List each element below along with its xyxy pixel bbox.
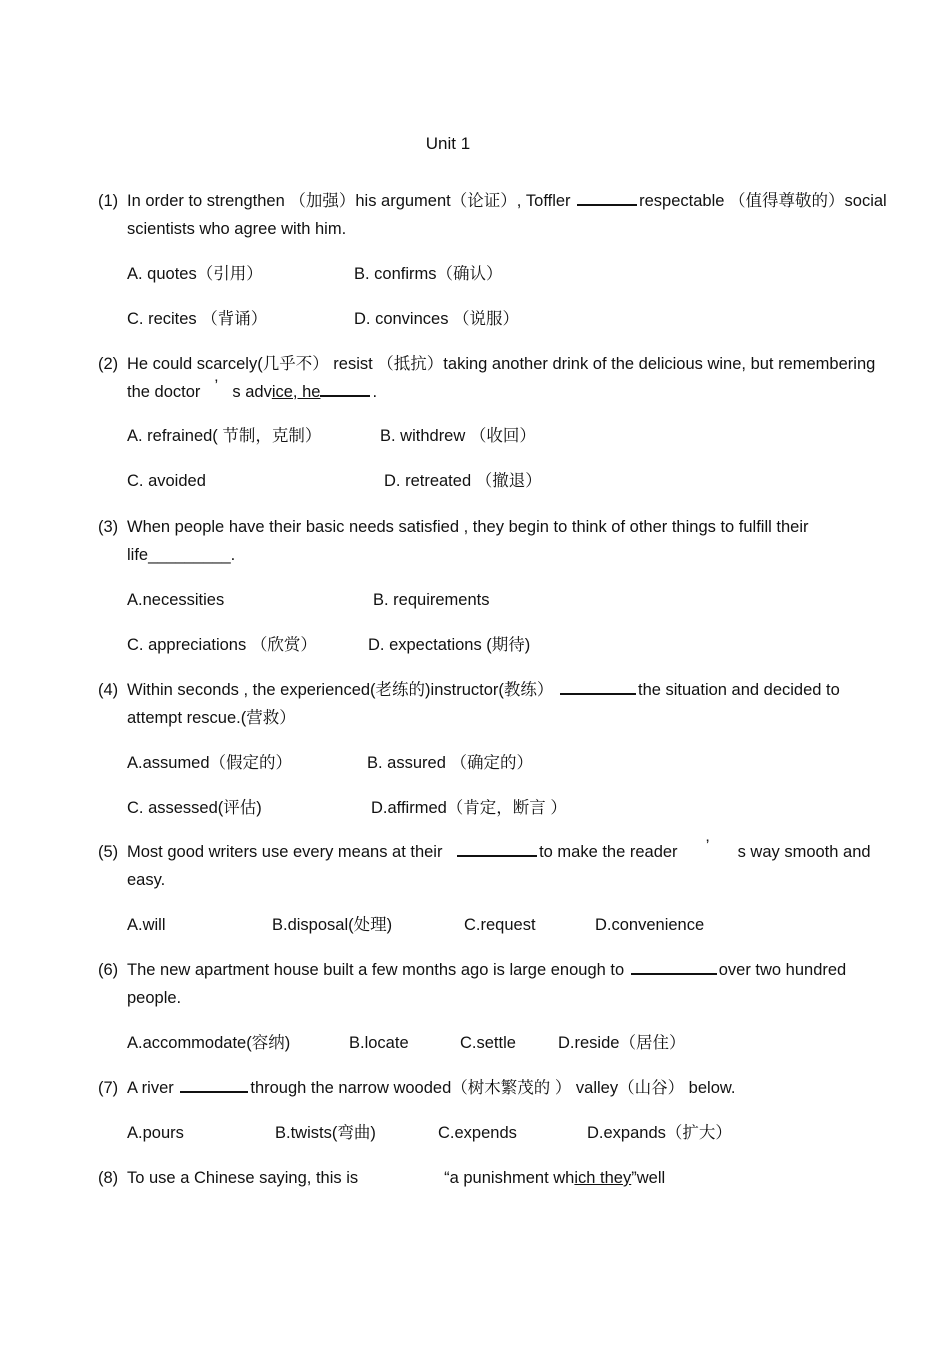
option-b: B. confirms（确认） [354,265,503,283]
option-d: D. convinces （说服） [354,310,520,328]
option-d: D.reside（居住） [558,1034,686,1052]
option-a: A. refrained( 节制，克制） [127,427,322,445]
answer-blank [577,190,637,206]
question-6 [98,956,888,1012]
question-number: (5) [98,843,119,861]
question-text [127,1164,888,1192]
option-c: C. assessed(评估) [127,799,262,817]
option-a: A.pours [127,1124,184,1142]
question-text-part: In order to strengthen （加强）his argument（论证）, Toffler [127,192,576,210]
question-text-part: . [372,383,378,401]
question-text-part: Most good writers use every means at their [127,843,448,861]
answer-blank [180,1077,248,1093]
option-a: A.accommodate(容纳) [127,1034,291,1052]
option-c: C.request [464,916,536,934]
question-text-part: ”well [631,1169,666,1187]
question-text-part: A river [127,1079,179,1097]
question-number: (2) [98,355,119,373]
option-d: D.affirmed（肯定，断言 ） [371,799,567,817]
option-a: A.assumed（假定的） [127,754,293,772]
question-8 [98,1164,888,1192]
question-number: (4) [98,681,119,699]
question-number: (6) [98,961,119,979]
question-text-part: over two hundred people. [127,961,847,1007]
title-text: Unit 1 [425,134,471,153]
option-d: D.convenience [595,916,705,934]
question-text-part: s way smooth and easy. [127,843,871,889]
option-a: A.necessities [127,591,225,609]
answer-blank [631,959,717,975]
option-b: B.locate [349,1034,409,1052]
page-title [0,134,950,154]
question-text-part: Within seconds , the experienced(老练的)instructor(教练） [127,681,558,699]
option-d: D. expectations (期待) [368,636,531,654]
option-c: C. appreciations （欣赏） [127,636,317,654]
option-c: C.expends [438,1124,517,1142]
question-7 [98,1074,888,1102]
question-text-part: “a punishment wh [444,1169,575,1187]
answer-blank [560,679,636,695]
question-text-part: He could scarcely(几乎不） resist （抵抗）taking another drink of the delicious wine, but remembering the doctor [127,355,876,401]
question-number: (7) [98,1079,119,1097]
question-text [127,956,888,1012]
answer-blank [320,381,370,397]
option-a: A.will [127,916,166,934]
question-text: When people have their basic needs satisfied , they begin to think of other things to fulfill their life_________. [127,518,809,564]
question-text-part: To use a Chinese saying, this is [127,1169,359,1187]
question-text [127,350,888,406]
question-text-part: respectable （值得尊敬的）social scientists who agree with him. [127,192,887,238]
question-text-part: the situation and decided to attempt rescue.(营救） [127,681,840,727]
answer-blank [457,841,537,857]
question-4 [98,676,888,732]
question-text-part: to make the reader [539,843,678,861]
question-text [127,838,898,894]
question-number: (1) [98,192,119,210]
question-3 [98,513,888,569]
option-c: C. avoided [127,472,206,490]
question-text-part: The new apartment house built a few months ago is large enough to [127,961,629,979]
option-b: B. requirements [373,591,490,609]
question-2 [98,350,888,406]
apostrophe: ’ [214,377,219,395]
question-text-part: s adv [232,383,272,401]
question-number: (3) [98,518,119,536]
question-text [127,1074,888,1102]
option-b: B.twists(弯曲) [275,1124,376,1142]
apostrophe: ’ [705,837,710,855]
option-b: B.disposal(处理) [272,916,393,934]
question-number: (8) [98,1169,119,1187]
option-c: C.settle [460,1034,516,1052]
option-b: B. withdrew （收回） [380,427,536,445]
question-text [127,187,888,243]
option-a: A. quotes（引用） [127,265,263,283]
option-d: D.expands（扩大） [587,1124,732,1142]
option-b: B. assured （确定的） [367,754,533,772]
underlined-text: ich they [574,1169,632,1187]
question-text-part: through the narrow wooded（树木繁茂的 ） valley（山谷） below. [250,1079,736,1097]
question-5 [98,838,898,894]
option-d: D. retreated （撤退） [384,472,542,490]
option-c: C. recites （背诵） [127,310,268,328]
question-text [127,676,888,732]
question-1 [98,187,888,243]
underlined-text: ice, he [271,383,321,401]
